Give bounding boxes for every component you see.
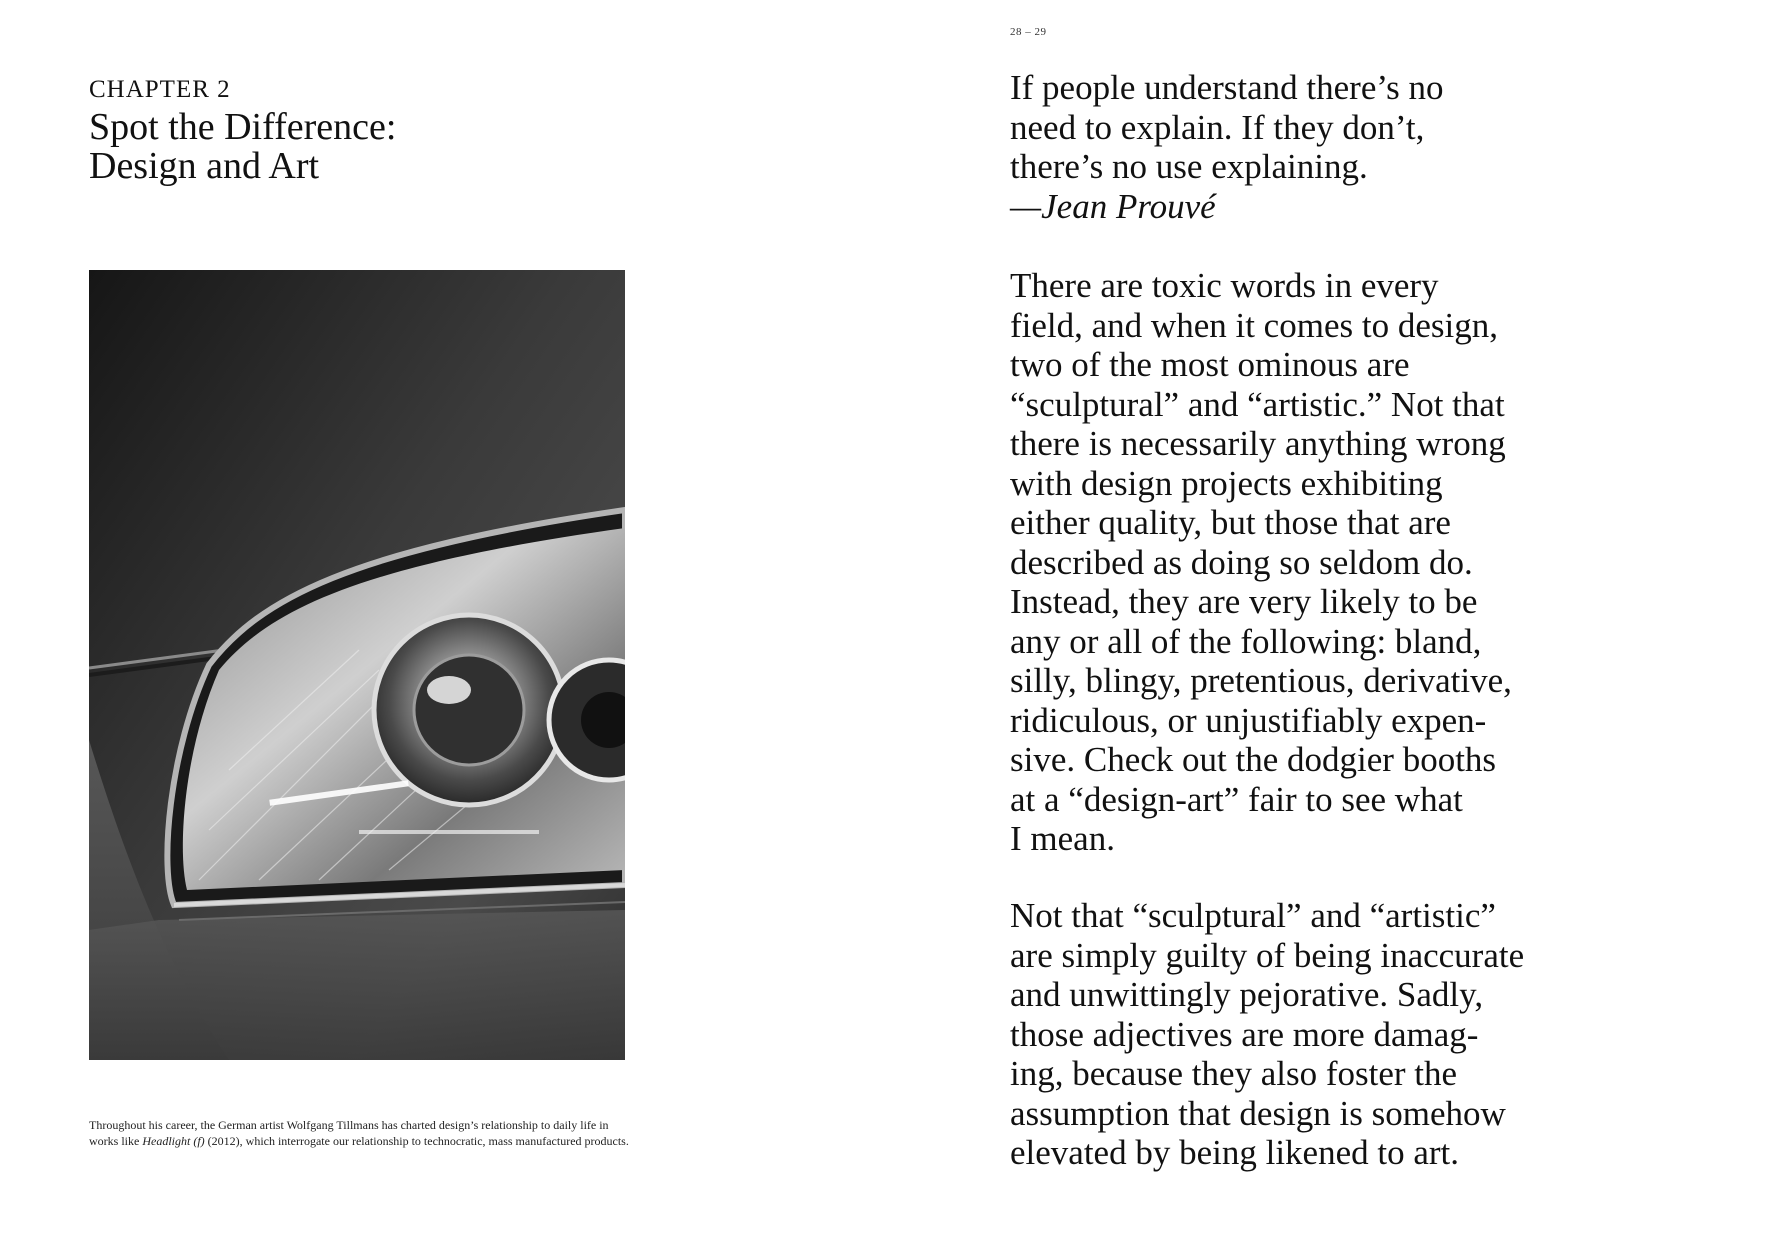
paragraph-line: any or all of the following: bland, [1010, 621, 1482, 661]
headlight-photo [89, 270, 625, 1060]
quote-line: need to explain. If they don’t, [1010, 107, 1425, 147]
caption-text: (2012), which interrogate our relationship to technocratic, mass manufactured products. [204, 1134, 629, 1148]
right-page [886, 0, 1772, 1241]
paragraph-line: those adjectives are more damag- [1010, 1014, 1479, 1054]
caption-text: Throughout his career, the German artist Wolfgang Tillmans has charted design’s relationship to daily life in works like [89, 1118, 609, 1148]
chapter-title-line: Spot the Difference: [89, 106, 397, 148]
body-paragraph-1 [1010, 266, 1610, 859]
epigraph-quote [1010, 68, 1610, 226]
photo-caption [89, 1117, 629, 1149]
paragraph-line: Instead, they are very likely to be [1010, 582, 1478, 621]
page-numbers: 28 – 29 [1010, 26, 1047, 38]
caption-artwork-title: Headlight (f) [142, 1134, 205, 1148]
paragraph-line: are simply guilty of being inaccurate [1010, 935, 1525, 975]
paragraph-line: described as doing so seldom do. [1010, 542, 1473, 582]
paragraph-line: two of the most ominous are [1010, 345, 1410, 384]
paragraph-line: elevated by being likened to art. [1010, 1133, 1460, 1172]
paragraph-line: field, and when it comes to design, [1010, 305, 1498, 345]
paragraph-line: sive. Check out the dodgier booths [1010, 740, 1497, 779]
paragraph-line: and unwittingly pejorative. Sadly, [1010, 975, 1484, 1014]
chapter-title-line: Design and Art [89, 145, 320, 187]
paragraph-line: either quality, but those that are [1010, 503, 1451, 542]
paragraph-line: with design projects exhibiting [1010, 463, 1443, 503]
chapter-label: CHAPTER 2 [89, 76, 231, 103]
paragraph-line: “sculptural” and “artistic.” Not that [1010, 384, 1505, 424]
paragraph-line: there is necessarily anything wrong [1010, 424, 1506, 463]
quote-line: there’s no use explaining. [1010, 147, 1368, 186]
paragraph-line: assumption that design is somehow [1010, 1093, 1506, 1133]
paragraph-line: ing, because they also foster the [1010, 1054, 1458, 1093]
paragraph-line: ridiculous, or unjustifiably expen- [1010, 700, 1487, 740]
chapter-title [89, 108, 789, 186]
quote-line: If people understand there’s no [1010, 68, 1444, 107]
quote-attribution: —Jean Prouvé [1010, 186, 1216, 226]
paragraph-line: at a “design-art” fair to see what [1010, 779, 1463, 819]
body-paragraph-2 [1010, 896, 1610, 1173]
paragraph-line: I mean. [1010, 819, 1115, 858]
paragraph-line: silly, blingy, pretentious, derivative, [1010, 661, 1512, 700]
paragraph-line: Not that “sculptural” and “artistic” [1010, 896, 1496, 935]
paragraph-line: There are toxic words in every [1010, 266, 1439, 305]
